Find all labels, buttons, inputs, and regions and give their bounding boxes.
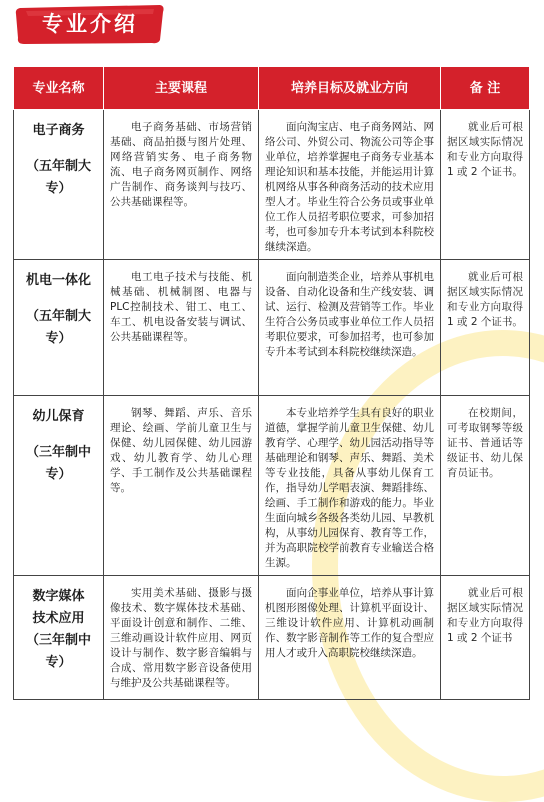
major-name: 幼儿保育 [32,409,85,424]
courses-cell [104,396,259,576]
remark-text: 在校期间，可考取钢琴等级证书、普通话等级证书、幼儿保育员证书。 [447,407,523,479]
header-remark: 备 注 [441,67,530,110]
courses-text: 钢琴、舞蹈、声乐、音乐理论、绘画、学前儿童卫生与保健、幼儿园保健、幼儿园游戏、幼儿教育学、幼儿心理学、手工制作及公共基础课程等。 [110,407,252,494]
courses-text: 实用美术基础、摄影与摄像技术、数字媒体技术基础、平面设计创意和制作、二维、三维动画设计软件应用、网页设计与制作、数字影音编辑与合成、常用数字影音设备使用与维护及公共基础课程等。 [110,587,252,689]
remark-cell [441,110,530,260]
major-name-cell [14,576,104,700]
major-name-line-2: 技术应用 [32,611,85,626]
major-duration: （三年制中专） [25,633,91,670]
major-name: 机电一体化 [25,273,91,288]
remark-cell [441,576,530,700]
table-row [14,576,530,700]
goal-text: 本专业培养学生具有良好的职业道德，掌握学前儿童卫生保健、幼儿教育学、心理学、幼儿园活动指导等基础理论和钢琴、声乐、舞蹈、美术等专业技能，具备从事幼儿保育工作，指导幼儿学唱表演、舞蹈排练、绘画、手工制作和游戏的能力。毕业生面向城乡各级各类幼儿园、早教机构，从事幼儿园保育、教育等工作，并为高职院校学前教育专业输送合格生源。 [265,407,434,569]
remark-text: 就业后可根据区域实际情况和专业方向取得 1 或 2 个证书 [447,587,523,644]
goal-text: 面向淘宝店、电子商务网站、网络公司、外贸公司、物流公司等企事业单位，培养掌握电子商务专业基本理论知识和基本技能，并能运用计算机网络从事各种商务活动的技术应用型人才。毕业生符合公务员或事业单位工作人员招考职位要求，可参加招考，也可参加专升本考试到本科院校继续深造。 [265,121,434,253]
major-duration: （三年制中专） [25,445,91,482]
header-major-name: 专业名称 [14,67,104,110]
major-name: 数字媒体 [32,589,85,604]
goal-cell [259,396,441,576]
major-duration: （五年制大专） [25,309,91,346]
goal-cell [259,576,441,700]
header-goal: 培养目标及就业方向 [259,67,441,110]
remark-text: 就业后可根据区域实际情况和专业方向取得 1 或 2 个证书。 [447,271,523,328]
goal-cell [259,110,441,260]
remark-text: 就业后可根据区域实际情况和专业方向取得 1 或 2 个证书。 [447,121,523,178]
courses-text: 电工电子技术与技能、机械基础、机械制图、电器与PLC控制技术、钳工、电工、车工、机电设备安装与调试、公共基础课程等。 [110,271,252,343]
majors-table [13,66,530,700]
table-row [14,260,530,396]
page-title: 专业介绍 [42,12,138,36]
courses-cell [104,576,259,700]
goal-text: 面向制造类企业，培养从事机电设备、自动化设备和生产线安装、调试、运行、检测及营销等工作。毕业生符合公务员或事业单位工作人员招考职位要求，可参加招考，也可参加专升本考试到本科院校继续深造。 [265,271,434,358]
header-courses: 主要课程 [104,67,259,110]
courses-cell [104,260,259,396]
major-name-cell [14,110,104,260]
table-row [14,110,530,260]
major-name: 电子商务 [32,123,85,138]
section-banner [14,2,166,46]
major-name-cell [14,396,104,576]
major-duration: （五年制大专） [25,159,91,196]
remark-cell [441,396,530,576]
major-name-cell [14,260,104,396]
courses-cell [104,110,259,260]
table-row [14,396,530,576]
remark-cell [441,260,530,396]
table-header-row [14,67,530,110]
courses-text: 电子商务基础、市场营销基础、商品拍摄与图片处理、网络营销实务、电子商务物流、电子商务网页制作、网络广告制作、商务谈判与技巧、公共基础课程等。 [110,121,252,208]
goal-text: 面向企事业单位，培养从事计算机图形图像处理、计算机平面设计、三维设计软件应用、计算机动画制作、数字影音制作等工作的复合型应用人才或升入高职院校继续深造。 [265,587,434,659]
goal-cell [259,260,441,396]
